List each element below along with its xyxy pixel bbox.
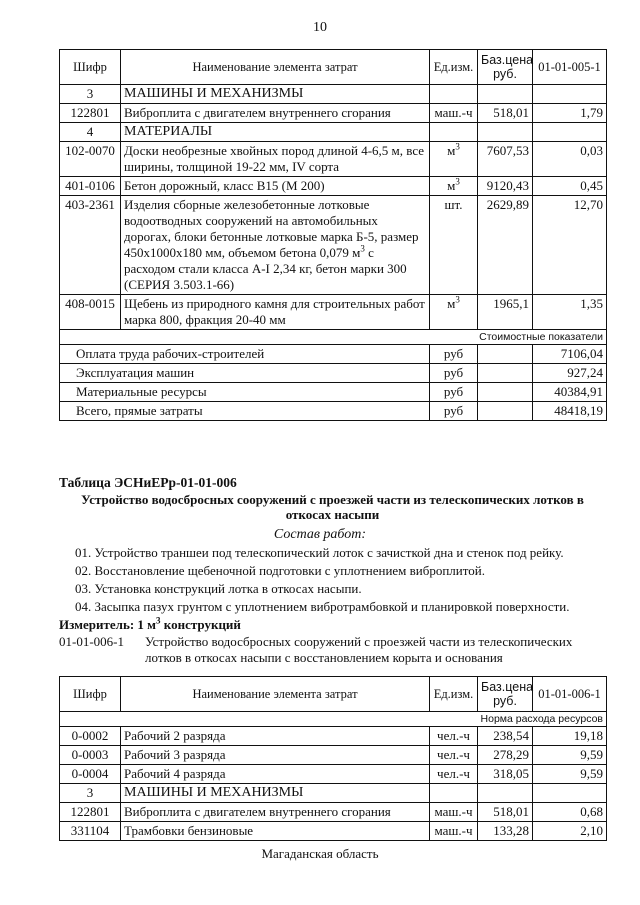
row-unit: чел.-ч (430, 765, 478, 784)
page-number: 10 (313, 20, 327, 35)
section-name: МАШИНЫ И МЕХАНИЗМЫ (121, 784, 430, 803)
header-code: Шифр (60, 677, 121, 712)
table1-note: Стоимостные показатели (60, 330, 607, 345)
total-price (478, 345, 533, 364)
table1-totals (60, 345, 607, 421)
total-price (478, 383, 533, 402)
row-code: 122801 (60, 803, 121, 822)
section-row (60, 85, 607, 104)
row-price: 133,28 (478, 822, 533, 841)
row-value: 2,10 (533, 822, 607, 841)
table-row (60, 803, 607, 822)
row-price: 518,01 (478, 104, 533, 123)
total-value: 40384,91 (533, 383, 607, 402)
row-value: 9,59 (533, 746, 607, 765)
table-row (60, 822, 607, 841)
code-description (59, 634, 606, 666)
header-value: 01-01-006-1 (533, 677, 607, 712)
total-price (478, 402, 533, 421)
total-unit: руб (430, 383, 478, 402)
row-unit: $м^3$ (430, 295, 478, 330)
table-row (60, 727, 607, 746)
row-unit (430, 784, 478, 803)
table-heading: Устройство водосбросных сооружений с проезжей части из телескопических лотков в откосах насыпи (81, 492, 584, 522)
norm-description: Устройство водосбросных сооружений с проезжей части из телескопических лотков в откосах насыпи с восстановлением корыта и основания (145, 634, 573, 665)
row-name: Доски необрезные хвойных пород длиной 4-6,5 м, все ширины, толщиной 19-22 мм, IV сорта (121, 142, 430, 177)
work-item: 01. Устройство траншеи под телескопический лоток с зачисткой дна и стенок под рейку. (75, 545, 564, 560)
total-value: 7106,04 (533, 345, 607, 364)
row-price: 278,29 (478, 746, 533, 765)
row-value: 1,79 (533, 104, 607, 123)
total-row (60, 364, 607, 383)
meter-unit: конструкций (163, 617, 241, 632)
row-code: 401-0106 (60, 177, 121, 196)
row-price: 2629,89 (478, 196, 533, 295)
total-unit: руб (430, 402, 478, 421)
total-unit: руб (430, 345, 478, 364)
work-item: 02. Восстановление щебеночной подготовки с уплотнением виброплитой. (75, 563, 485, 578)
row-code: 331104 (60, 822, 121, 841)
total-name: Эксплуатация машин (60, 364, 430, 383)
row-value (533, 123, 607, 142)
resource-table-1 (59, 49, 607, 421)
work-composition-list (75, 544, 570, 616)
work-item: 04. Засыпка пазух грунтом с уплотнением вибротрамбовкой и планировкой поверхности. (75, 599, 570, 614)
total-name: Оплата труда рабочих-строителей (60, 345, 430, 364)
row-code: 408-0015 (60, 295, 121, 330)
table-title: Таблица ЭСНиЕРр-01-01-006 (59, 475, 237, 490)
table2-note: Норма расхода ресурсов (60, 712, 607, 727)
section-row (60, 784, 607, 803)
row-code: 0-0004 (60, 765, 121, 784)
row-price: 9120,43 (478, 177, 533, 196)
row-value: 0,68 (533, 803, 607, 822)
row-price: 1965,1 (478, 295, 533, 330)
row-code: 4 (60, 123, 121, 142)
row-price (478, 85, 533, 104)
table-row (60, 196, 607, 295)
row-code: 403-2361 (60, 196, 121, 295)
total-name: Материальные ресурсы (60, 383, 430, 402)
table2-body (60, 727, 607, 841)
row-name: Рабочий 4 разряда (121, 765, 430, 784)
row-price: 518,01 (478, 803, 533, 822)
row-name: Виброплита с двигателем внутреннего сгорания (121, 803, 430, 822)
total-row (60, 345, 607, 364)
page-footer: Магаданская область (261, 846, 379, 861)
table-row (60, 177, 607, 196)
meter-line (59, 617, 241, 633)
table-row (60, 295, 607, 330)
row-unit (430, 123, 478, 142)
row-value: 1,35 (533, 295, 607, 330)
meter-label: Измеритель: 1 м (59, 617, 157, 632)
row-code: 3 (60, 85, 121, 104)
row-value: 0,45 (533, 177, 607, 196)
row-unit: маш.-ч (430, 803, 478, 822)
header-code: Шифр (60, 50, 121, 85)
row-name: Трамбовки бензиновые (121, 822, 430, 841)
row-name: Бетон дорожный, класс B15 (М 200) (121, 177, 430, 196)
row-value (533, 784, 607, 803)
row-name: Щебень из природного камня для строительных работ марка 800, фракция 20-40 мм (121, 295, 430, 330)
row-price: 318,05 (478, 765, 533, 784)
row-unit: чел.-ч (430, 746, 478, 765)
work-item: 03. Установка конструкций лотка в откосах насыпи. (75, 581, 362, 596)
row-unit: шт. (430, 196, 478, 295)
row-unit: $м^3$ (430, 177, 478, 196)
row-value (533, 85, 607, 104)
row-name: Виброплита с двигателем внутреннего сгорания (121, 104, 430, 123)
header-unit: Ед.изм. (430, 677, 478, 712)
total-row (60, 402, 607, 421)
total-row (60, 383, 607, 402)
total-price (478, 364, 533, 383)
row-code: 0-0003 (60, 746, 121, 765)
table-row (60, 746, 607, 765)
row-unit (430, 85, 478, 104)
row-unit: маш.-ч (430, 104, 478, 123)
row-price (478, 123, 533, 142)
section-name: МАТЕРИАЛЫ (121, 123, 430, 142)
total-unit: руб (430, 364, 478, 383)
resource-table-2 (59, 676, 607, 841)
table-row (60, 765, 607, 784)
header-name: Наименование элемента затрат (121, 50, 430, 85)
header-name: Наименование элемента затрат (121, 677, 430, 712)
row-name: Изделия сборные железобетонные лотковые водоотводных сооружений на автомобильных дорогах, блоки бетонные лотковые марка Б-5, размер 450x1000x180 мм, объемом бетона 0,079 $м^3$ с расходом стали класса А-I 2,34 кг, бетон марки 300 (СЕРИЯ 3.503.1-66) (121, 196, 430, 295)
table1-body (60, 85, 607, 330)
row-unit: маш.-ч (430, 822, 478, 841)
row-price (478, 784, 533, 803)
table-row (60, 142, 607, 177)
norm-code: 01-01-006-1 (59, 634, 124, 649)
meter-superscript: 3 (156, 615, 161, 626)
section-row (60, 123, 607, 142)
work-composition-title: Состав работ: (273, 527, 367, 542)
row-price: 7607,53 (478, 142, 533, 177)
header-price: Баз.цена руб. (478, 677, 533, 712)
row-value: 12,70 (533, 196, 607, 295)
row-value: 9,59 (533, 765, 607, 784)
row-value: 0,03 (533, 142, 607, 177)
row-code: 122801 (60, 104, 121, 123)
row-name: Рабочий 3 разряда (121, 746, 430, 765)
total-value: 927,24 (533, 364, 607, 383)
row-value: 19,18 (533, 727, 607, 746)
row-price: 238,54 (478, 727, 533, 746)
row-code: 102-0070 (60, 142, 121, 177)
header-price: Баз.цена руб. (478, 50, 533, 85)
header-unit: Ед.изм. (430, 50, 478, 85)
row-name: Рабочий 2 разряда (121, 727, 430, 746)
total-name: Всего, прямые затраты (60, 402, 430, 421)
row-code: 0-0002 (60, 727, 121, 746)
row-unit: чел.-ч (430, 727, 478, 746)
table-row (60, 104, 607, 123)
header-value: 01-01-005-1 (533, 50, 607, 85)
section-name: МАШИНЫ И МЕХАНИЗМЫ (121, 85, 430, 104)
row-code: 3 (60, 784, 121, 803)
total-value: 48418,19 (533, 402, 607, 421)
row-unit: $м^3$ (430, 142, 478, 177)
